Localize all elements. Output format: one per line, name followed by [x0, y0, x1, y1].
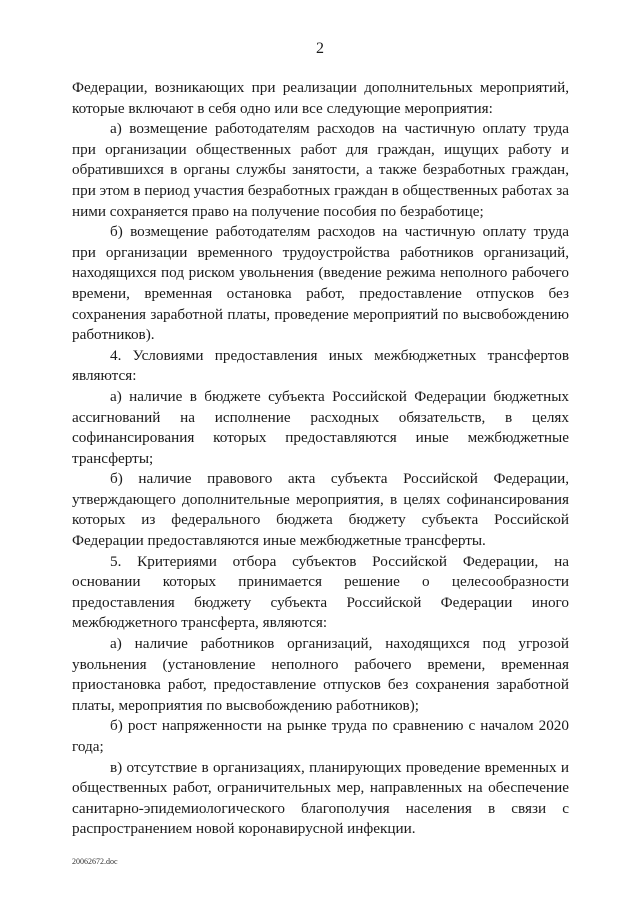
paragraph-section-4: 4. Условиями предоставления иных межбюджетных трансфертов являются:: [72, 346, 569, 385]
footer-filename: 20062672.doc: [72, 857, 118, 866]
page-number: 2: [316, 40, 324, 57]
paragraph-continuation: Федерации, возникающих при реализации дополнительных мероприятий, которые включают в себя одно или все следующие мероприятия:: [72, 79, 569, 117]
paragraph-condition-a: а) наличие в бюджете субъекта Российской Федерации бюджетных ассигнований на исполнение расходных обязательств, в целях софинансирования которых предоставляются иные межбюджетные трансферты;: [72, 387, 569, 467]
paragraph-criterion-a: а) наличие работников организаций, находящихся под угрозой увольнения (установление неполного рабочего времени, временная приостановка работ, предоставление отпусков без сохранения заработной платы, мероприятия по высвобождению работников);: [72, 635, 569, 714]
paragraph-item-a-public-works: а) возмещение работодателям расходов на частичную оплату труда при организации общественных работ для граждан, ищущих работу и обратившихся в органы службы занятости, а также безработных граждан, при этом в период участия безработных граждан в общественных работах за ними сохраняется право на получение пособия по безработице;: [72, 120, 569, 220]
paragraph-item-b-temporary-employment: б) возмещение работодателям расходов на частичную оплату труда при организации временного трудоустройства работников организаций, находящихся под риском увольнения (введение режима неполного рабочего времени, временная остановка работ, предоставление отпусков без сохранения заработной платы, проведение мероприятий по высвобождению работников).: [72, 223, 569, 344]
paragraph-criterion-b: б) рост напряженности на рынке труда по сравнению с началом 2020 года;: [72, 717, 569, 755]
paragraph-criterion-c: в) отсутствие в организациях, планирующих проведение временных и общественных работ, ограничительных мер, направленных на обеспечение санитарно-эпидемиологического благополучия населения в связи с распространением новой коронавирусной инфекции.: [72, 758, 569, 838]
paragraph-section-5: 5. Критериями отбора субъектов Российской Федерации, на основании которых принимается решение о целесообразности предоставления бюджету субъекта Российской Федерации иного межбюджетного трансферта, являются:: [72, 552, 569, 632]
document-body: [72, 78, 569, 840]
paragraph-condition-b: б) наличие правового акта субъекта Российской Федерации, утверждающего дополнительные мероприятия, в целях софинансирования которых из федерального бюджета бюджету субъекта Российской Федерации предоставляются иные межбюджетные трансферты.: [72, 470, 569, 550]
